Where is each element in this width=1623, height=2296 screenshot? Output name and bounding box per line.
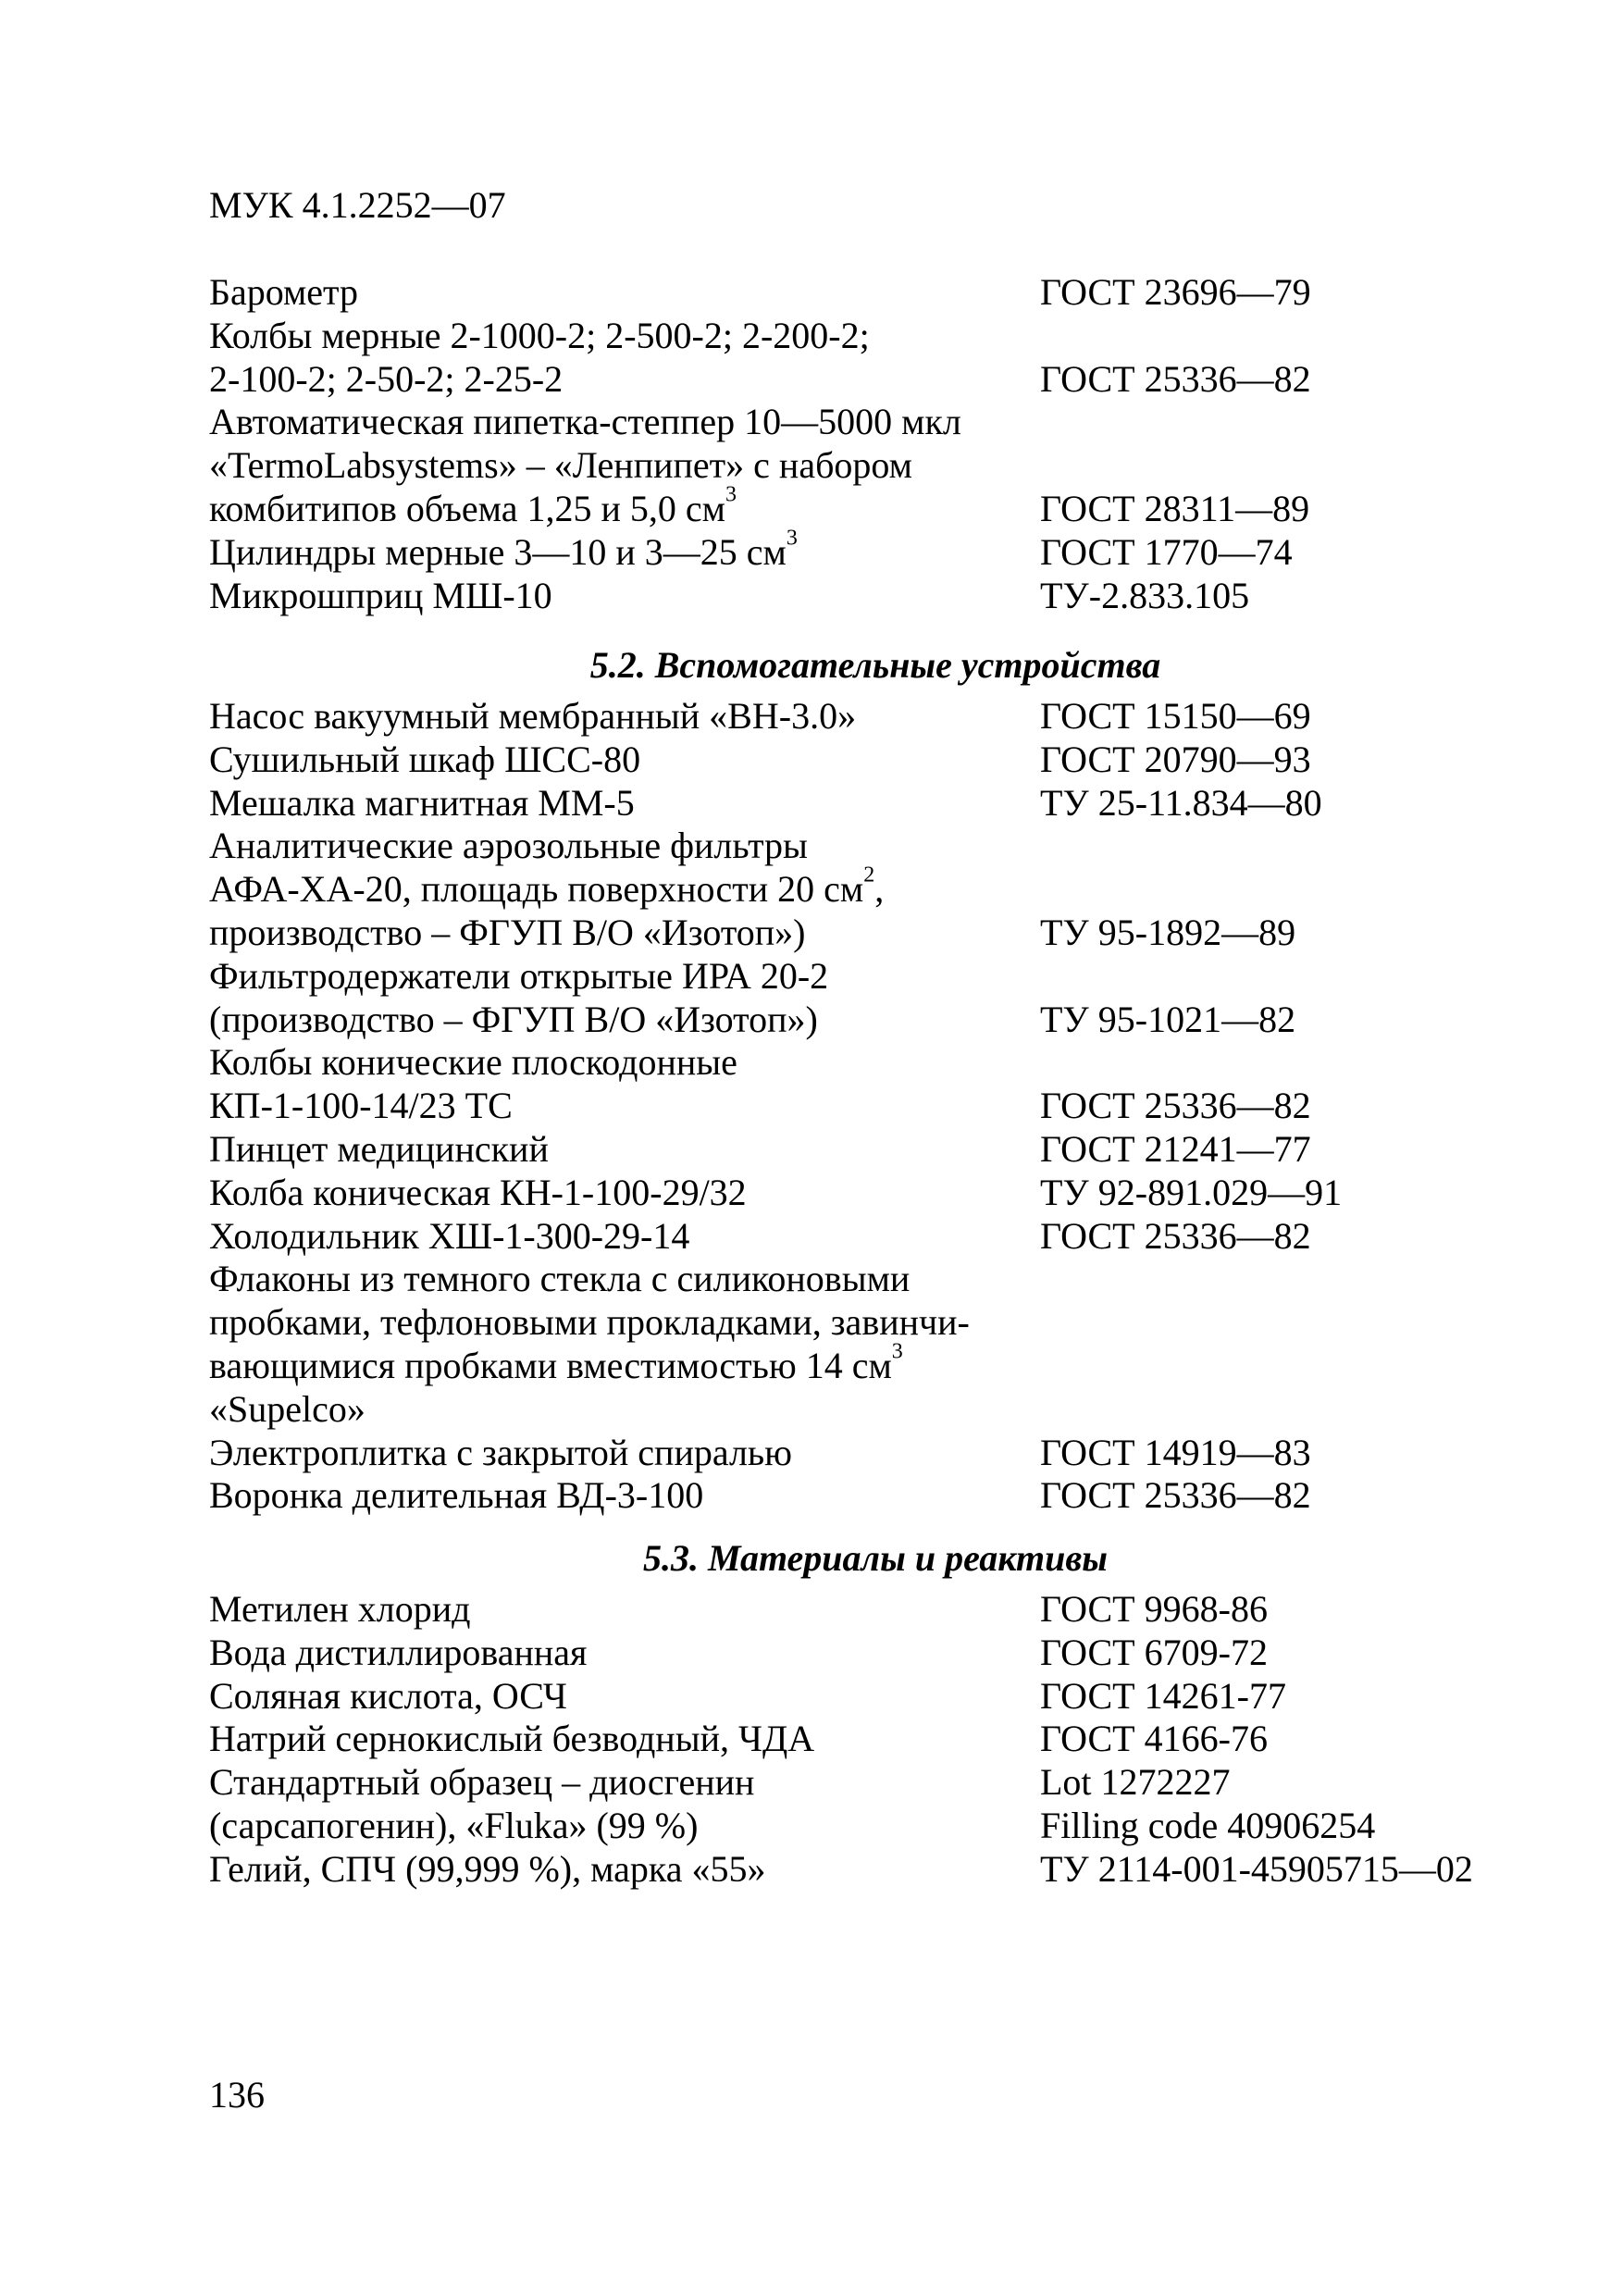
list-item	[209, 482, 1542, 531]
list-item	[209, 1848, 1542, 1892]
item-name	[209, 1172, 747, 1215]
item-standard: ГОСТ 15150—69	[1040, 695, 1311, 737]
item-standard: ГОСТ 6709-72	[1040, 1631, 1268, 1673]
item-name-text: Электроплитка с закрытой спиралью	[209, 1431, 793, 1473]
item-name	[209, 1128, 549, 1172]
list-item	[209, 1474, 1542, 1518]
item-name-text: комбитипов объема 1,25 и 5,0 см	[209, 487, 725, 529]
list-item	[209, 912, 1542, 955]
item-standard: ГОСТ 28311—89	[1040, 487, 1310, 529]
list-item	[209, 825, 1542, 868]
list-item	[209, 1388, 1542, 1432]
item-name	[209, 1041, 737, 1085]
item-name	[209, 1215, 689, 1259]
item-name	[209, 1805, 698, 1848]
item-name-text: Колбы мерные 2-1000-2; 2-500-2; 2-200-2;	[209, 314, 870, 356]
item-name	[209, 358, 563, 402]
item-name-text: Гелий, СПЧ (99,999 %), марка «55»	[209, 1847, 766, 1890]
item-standard: Filling code 40906254	[1040, 1804, 1376, 1846]
item-name-text: вающимися пробками вместимостью 14 см	[209, 1344, 892, 1386]
list-item	[209, 575, 1542, 618]
list-item	[209, 1258, 1542, 1301]
item-name	[209, 526, 798, 575]
item-name-tail: ,	[874, 868, 885, 911]
item-standard: ГОСТ 14919—83	[1040, 1431, 1311, 1473]
unit-exponent: 3	[725, 482, 737, 507]
unit-exponent: 2	[863, 863, 875, 887]
page-header: МУК 4.1.2252—07	[209, 184, 506, 226]
item-name	[209, 1761, 754, 1805]
item-standard: ТУ 92-891.029—91	[1040, 1171, 1343, 1213]
item-name	[209, 1388, 365, 1432]
item-standard: ГОСТ 21241—77	[1040, 1127, 1311, 1170]
item-name	[209, 1301, 970, 1345]
item-standard: ГОСТ 9968-86	[1040, 1588, 1268, 1630]
item-name	[209, 401, 961, 444]
item-name	[209, 825, 808, 868]
item-name	[209, 1675, 567, 1719]
item-name	[209, 575, 552, 618]
item-standard: Lot 1272227	[1040, 1761, 1231, 1804]
item-name-text: «TermoLabsystems» – «Ленпипет» с набором	[209, 444, 912, 487]
list-item	[209, 1761, 1542, 1805]
list-item	[209, 358, 1542, 402]
list-item	[209, 271, 1542, 315]
item-name	[209, 1258, 910, 1301]
item-name-text: «Supelco»	[209, 1387, 365, 1430]
list-item	[209, 315, 1542, 358]
item-name	[209, 738, 640, 782]
item-standard: ГОСТ 25336—82	[1040, 1474, 1311, 1517]
item-name-text: Метилен хлорид	[209, 1588, 471, 1630]
list-item	[209, 863, 1542, 912]
item-name-text: Натрий сернокислый безводный, ЧДА	[209, 1718, 815, 1760]
item-standard: ГОСТ 25336—82	[1040, 1085, 1311, 1127]
list-item	[209, 999, 1542, 1042]
item-name	[209, 315, 870, 358]
list-item	[209, 1632, 1542, 1675]
item-name-text: (производство – ФГУП В/О «Изотоп»)	[209, 998, 818, 1040]
item-name	[209, 1588, 471, 1632]
list-item	[209, 1128, 1542, 1172]
item-name	[209, 1339, 903, 1388]
item-name	[209, 482, 737, 531]
item-name	[209, 1474, 703, 1518]
item-standard: ТУ 95-1892—89	[1040, 911, 1296, 953]
list-item	[209, 1339, 1542, 1388]
item-name-text: Соляная кислота, ОСЧ	[209, 1674, 567, 1717]
list-item	[209, 1172, 1542, 1215]
item-name	[209, 999, 818, 1042]
item-name-text: АФА-ХА-20, площадь поверхности 20 см	[209, 868, 864, 911]
item-name	[209, 1632, 587, 1675]
item-standard: ГОСТ 25336—82	[1040, 357, 1311, 400]
list-item	[209, 1085, 1542, 1128]
section-title-auxiliary: 5.2. Вспомогательные устройства	[589, 644, 1161, 686]
item-standard: ГОСТ 4166-76	[1040, 1718, 1268, 1760]
unit-exponent: 3	[891, 1339, 903, 1364]
list-item	[209, 738, 1542, 782]
item-name-text: Фильтродержатели открытые ИРА 20-2	[209, 954, 829, 997]
list-item	[209, 955, 1542, 999]
list-item	[209, 1675, 1542, 1719]
item-name	[209, 782, 635, 825]
list-item	[209, 782, 1542, 825]
item-name-text: Колба коническая КН-1-100-29/32	[209, 1171, 747, 1213]
page-number: 136	[209, 2074, 265, 2116]
list-item	[209, 695, 1542, 738]
item-name-text: Микрошприц МШ-10	[209, 574, 552, 616]
item-name	[209, 695, 856, 738]
item-name-text: производство – ФГУП В/О «Изотоп»)	[209, 911, 806, 953]
item-name	[209, 444, 912, 488]
item-name-text: Насос вакуумный мембранный «ВН-3.0»	[209, 695, 857, 737]
item-standard: ТУ 2114-001-45905715—02	[1040, 1847, 1473, 1890]
item-name	[209, 271, 358, 315]
item-name-text: Автоматическая пипетка-степпер 10—5000 мкл	[209, 401, 961, 443]
item-name	[209, 955, 828, 999]
list-item	[209, 1588, 1542, 1632]
item-name-text: Мешалка магнитная ММ-5	[209, 781, 635, 824]
equipment-list	[209, 271, 1542, 617]
list-item	[209, 444, 1542, 488]
item-name-text: Флаконы из темного стекла с силиконовыми	[209, 1258, 911, 1300]
item-name	[209, 1432, 792, 1475]
list-item	[209, 1301, 1542, 1345]
item-name-text: Холодильник ХШ-1-300-29-14	[209, 1214, 690, 1257]
item-standard: ГОСТ 25336—82	[1040, 1214, 1311, 1257]
unit-exponent: 3	[786, 526, 798, 551]
item-standard: ГОСТ 23696—79	[1040, 271, 1311, 313]
list-item	[209, 1432, 1542, 1475]
item-name-text: Воронка делительная ВД-3-100	[209, 1474, 704, 1517]
list-item	[209, 1805, 1542, 1848]
item-name	[209, 912, 806, 955]
item-name-text: Пинцет медицинский	[209, 1127, 549, 1170]
item-standard: ГОСТ 1770—74	[1040, 530, 1293, 573]
item-name	[209, 1848, 766, 1892]
item-name-text: Аналитические аэрозольные фильтры	[209, 825, 808, 867]
list-item	[209, 1718, 1542, 1761]
item-name	[209, 863, 885, 912]
item-name-text: 2-100-2; 2-50-2; 2-25-2	[209, 357, 564, 400]
item-standard: ТУ 95-1021—82	[1040, 998, 1296, 1040]
item-standard: ТУ-2.833.105	[1040, 574, 1250, 616]
section-title-materials: 5.3. Материалы и реактивы	[642, 1537, 1109, 1579]
item-name-text: Вода дистиллированная	[209, 1631, 588, 1673]
item-name-text: Цилиндры мерные 3—10 и 3—25 см	[209, 530, 787, 573]
item-name-text: Колбы конические плоскодонные	[209, 1041, 737, 1084]
item-name	[209, 1718, 814, 1761]
list-item	[209, 526, 1542, 575]
list-item	[209, 1041, 1542, 1085]
item-name-text: пробками, тефлоновыми прокладками, завинчи-	[209, 1301, 970, 1344]
item-name-text: Сушильный шкаф ШСС-80	[209, 738, 641, 780]
item-name	[209, 1085, 513, 1128]
item-standard: ГОСТ 20790—93	[1040, 738, 1311, 780]
list-item	[209, 401, 1542, 444]
item-standard: ГОСТ 14261-77	[1040, 1674, 1286, 1717]
item-standard: ТУ 25-11.834—80	[1040, 781, 1322, 824]
item-name-text: КП-1-100-14/23 ТС	[209, 1085, 513, 1127]
item-name-text: Барометр	[209, 271, 358, 313]
item-name-text: (сарсапогенин), «Fluka» (99 %)	[209, 1804, 699, 1846]
item-name-text: Стандартный образец – диосгенин	[209, 1761, 755, 1804]
list-item	[209, 1215, 1542, 1259]
